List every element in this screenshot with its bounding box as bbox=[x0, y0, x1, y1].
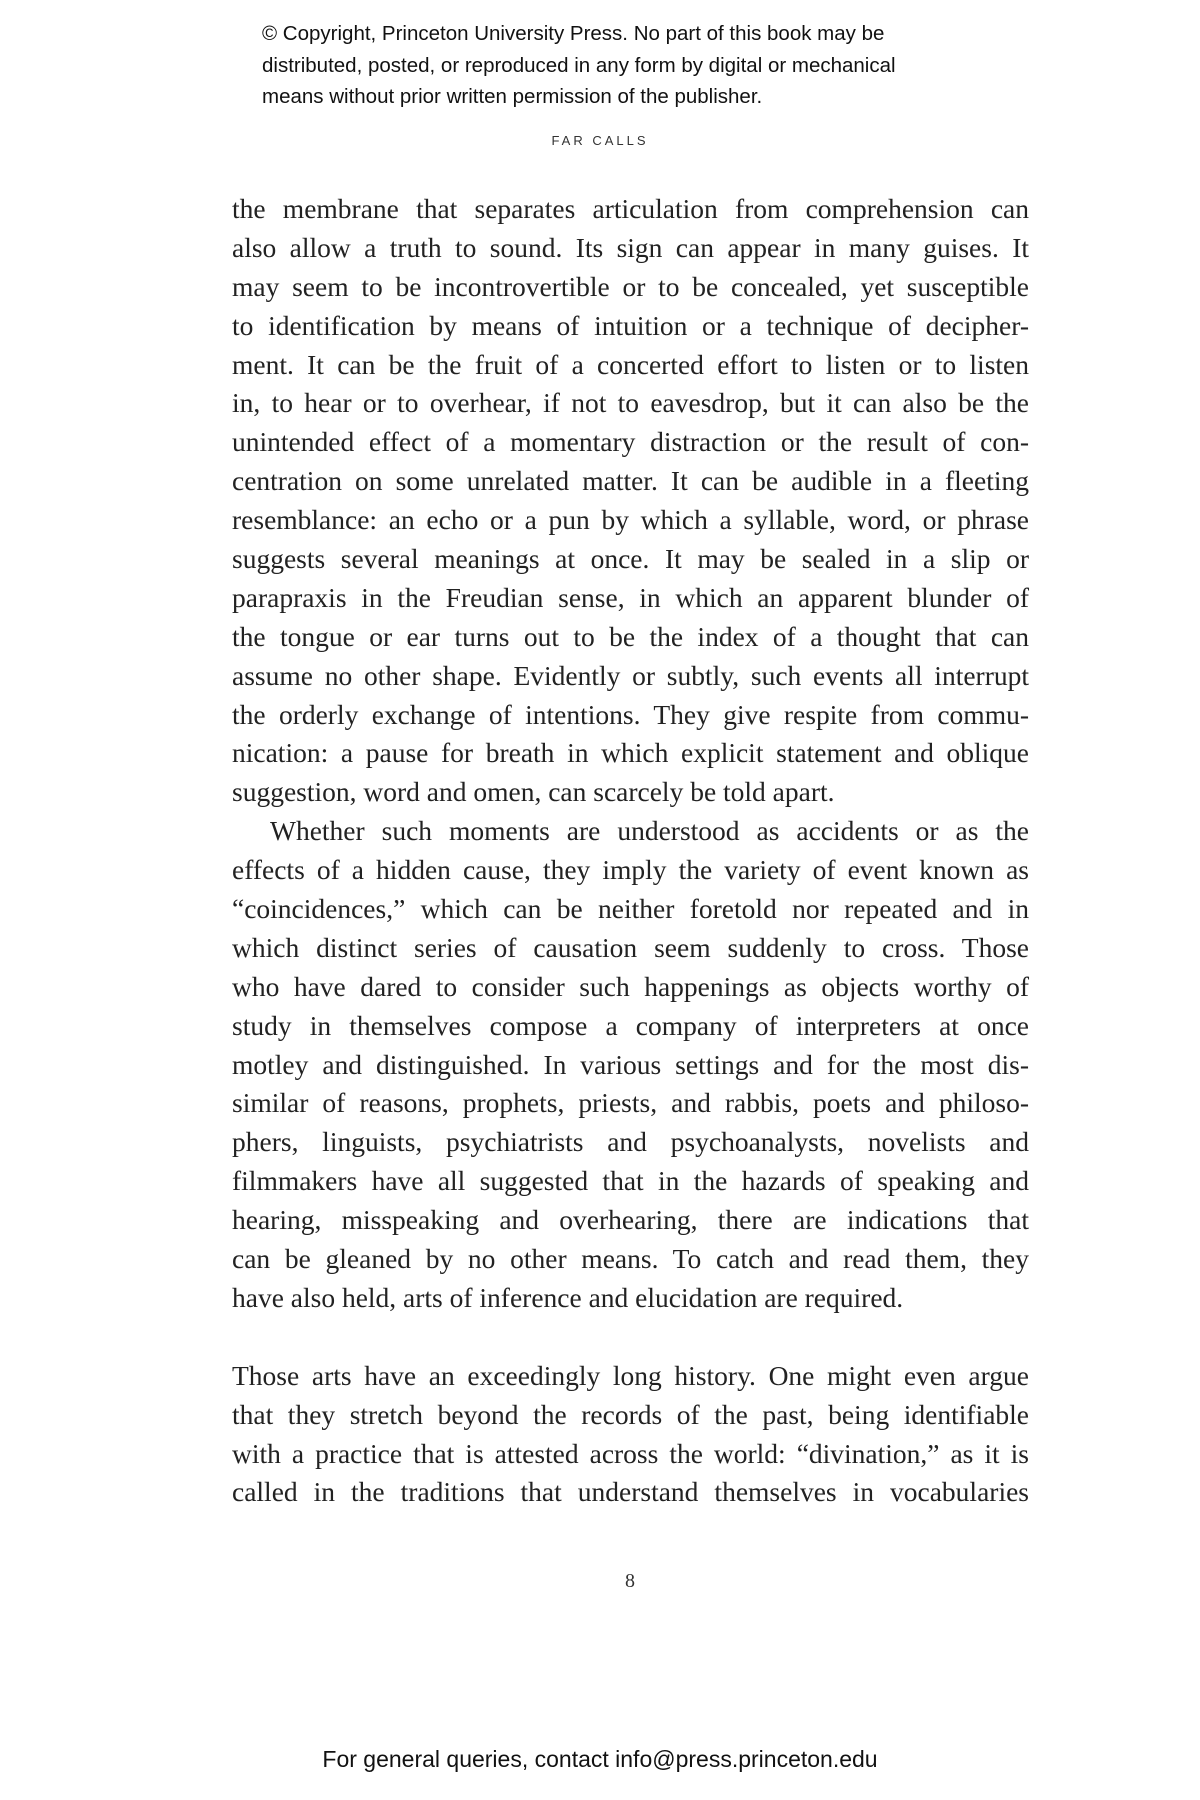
text-line: motley and distinguished. In various settings and for the most dis- bbox=[232, 1048, 1029, 1080]
text-line: phers, linguists, psychiatrists and psychoanalysts, novelists and bbox=[232, 1126, 1029, 1158]
text-line: centration on some unrelated matter. It can be audible in a fleeting bbox=[232, 465, 1029, 497]
page-number: 8 bbox=[625, 1570, 635, 1592]
copyright-notice bbox=[262, 18, 982, 113]
copyright-line: © Copyright, Princeton University Press. No part of this book may be bbox=[262, 22, 885, 45]
text-line: with a practice that is attested across the world: “divination,” as it is bbox=[232, 1437, 1029, 1469]
text-line: hearing, misspeaking and overhearing, there are indications that bbox=[232, 1204, 1029, 1236]
text-line: the tongue or ear turns out to be the index of a thought that can bbox=[232, 620, 1029, 652]
copyright-line: means without prior written permission of the publisher. bbox=[262, 85, 763, 108]
text-line: in, to hear or to overhear, if not to eavesdrop, but it can also be the bbox=[232, 387, 1029, 419]
running-head: FAR CALLS bbox=[551, 133, 649, 148]
text-line: suggests several meanings at once. It may be sealed in a slip or bbox=[232, 543, 1029, 575]
text-line: effects of a hidden cause, they imply the variety of event known as bbox=[232, 854, 1029, 886]
text-line: have also held, arts of inference and elucidation are required. bbox=[232, 1281, 904, 1313]
copyright-line: distributed, posted, or reproduced in any form by digital or mechanical bbox=[262, 53, 896, 77]
text-line: can be gleaned by no other means. To catch and read them, they bbox=[232, 1243, 1029, 1275]
text-line: filmmakers have all suggested that in the hazards of speaking and bbox=[232, 1165, 1029, 1197]
section-break bbox=[232, 1318, 1029, 1357]
text-line: suggestion, word and omen, can scarcely be told apart. bbox=[232, 776, 835, 808]
text-line: Those arts have an exceedingly long history. One might even argue bbox=[232, 1359, 1029, 1391]
paragraph bbox=[232, 190, 1029, 812]
text-line: ment. It can be the fruit of a concerted effort to listen or to listen bbox=[232, 348, 1029, 380]
text-line: who have dared to consider such happenings as objects worthy of bbox=[232, 970, 1029, 1002]
text-line: which distinct series of causation seem suddenly to cross. Those bbox=[232, 931, 1029, 963]
body-text bbox=[232, 190, 1029, 1512]
text-line: to identification by means of intuition or a technique of decipher- bbox=[232, 309, 1029, 341]
text-line: the orderly exchange of intentions. They give respite from commu- bbox=[232, 698, 1029, 730]
footer-contact: For general queries, contact info@press.princeton.edu bbox=[322, 1746, 878, 1772]
text-line: called in the traditions that understand themselves in vocabularies bbox=[232, 1476, 1029, 1508]
text-line: similar of reasons, prophets, priests, and rabbis, poets and philoso- bbox=[232, 1087, 1029, 1119]
text-line: nication: a pause for breath in which explicit statement and oblique bbox=[232, 737, 1029, 769]
text-line: that they stretch beyond the records of the past, being identifiable bbox=[232, 1398, 1029, 1430]
text-line: may seem to be incontrovertible or to be concealed, yet susceptible bbox=[232, 270, 1029, 302]
text-line: resemblance: an echo or a pun by which a syllable, word, or phrase bbox=[232, 504, 1029, 536]
text-line: unintended effect of a momentary distraction or the result of con- bbox=[232, 426, 1029, 458]
text-line: the membrane that separates articulation from comprehension can bbox=[232, 193, 1029, 224]
text-line: study in themselves compose a company of interpreters at once bbox=[232, 1009, 1029, 1041]
text-line: also allow a truth to sound. Its sign can appear in many guises. It bbox=[232, 231, 1029, 263]
text-line: assume no other shape. Evidently or subtly, such events all interrupt bbox=[232, 659, 1029, 691]
text-line: parapraxis in the Freudian sense, in which an apparent blunder of bbox=[232, 581, 1029, 613]
paragraph bbox=[232, 1357, 1029, 1513]
text-line: “coincidences,” which can be neither foretold nor repeated and in bbox=[232, 893, 1029, 925]
paragraph bbox=[232, 812, 1029, 1318]
text-line: Whether such moments are understood as accidents or as the bbox=[270, 815, 1029, 847]
